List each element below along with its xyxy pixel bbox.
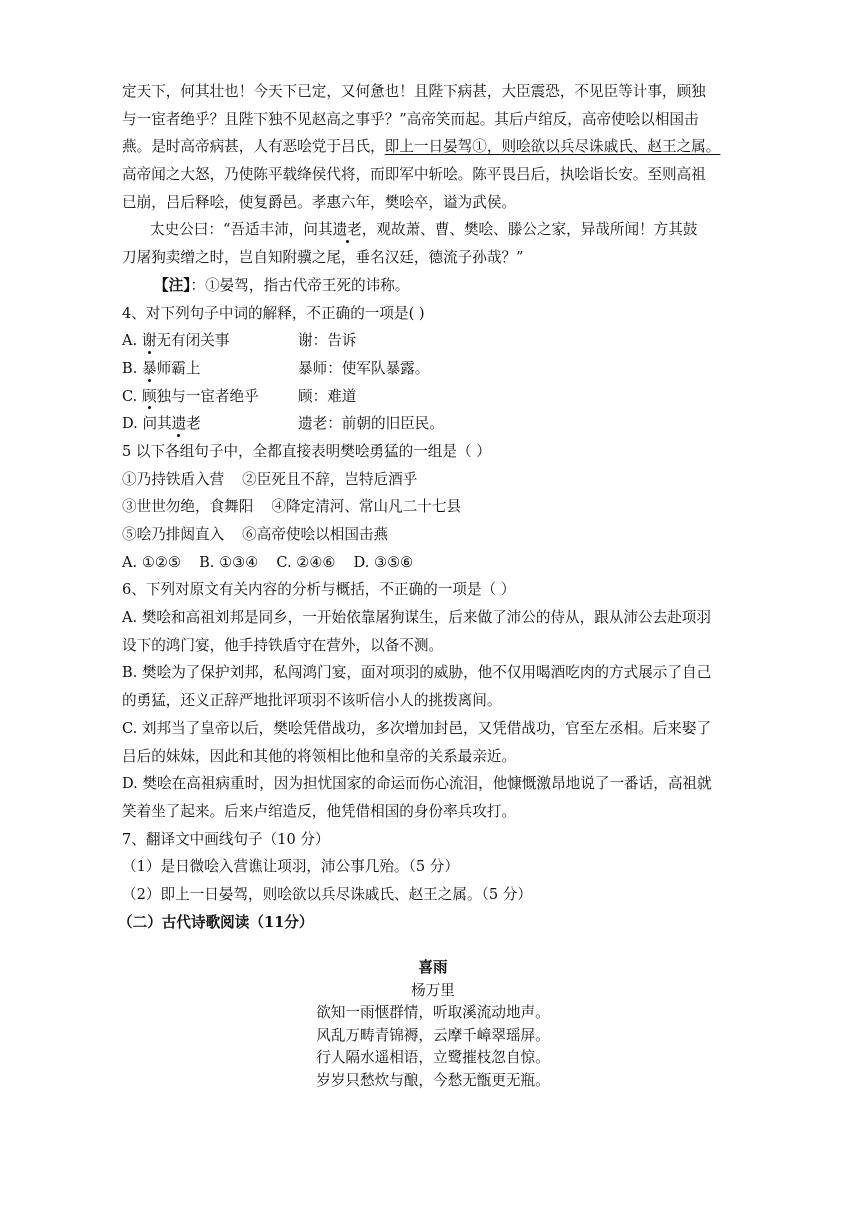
q6-option-b: B. 樊哙为了保护刘邦，私闯鸿门宴，面对项羽的威胁，他不仅用喝酒吃肉的方式展示了自己 [122,664,712,682]
passage-line: 已崩，吕后释哙，使复爵邑。孝惠六年，樊哙卒，谥为武侯。 [122,193,517,211]
passage-line: 燕。是时高帝病甚，人有恶哙党于吕氏，即上一日晏驾①，则哙欲以兵尽诛戚氏、赵王之属。 [122,138,721,156]
poem-line: 行人隔水遥相语，立鹭摧枝忽自惊。 [316,1049,550,1067]
question-4-stem: 4、对下列句子中词的解释，不正确的一项是( ) [122,304,425,322]
poem-author: 杨万里 [411,981,455,999]
q4-option: A. 谢无有闭关事 谢：告诉 [122,327,744,355]
passage-line: 刀屠狗卖缯之时，岂自知附骥之尾，垂名汉廷，德流子孙哉？” [122,249,524,267]
emphasized-word: 遗老 [333,216,362,244]
q6-option-c-cont: 吕后的妹妹，因此和其他的将领相比他和皇帝的关系最亲近。 [122,747,517,765]
poem-line: 岁岁只愁炊与酿，今愁无甑更无瓶。 [316,1071,550,1089]
footnote: 【注】：①晏驾，指古代帝王死的讳称。 [154,276,410,294]
q6-option-d: D. 樊哙在高祖病重时，因为担忧国家的命运而伤心流泪，他慷慨激昂地说了一番话，高祖就 [122,775,712,793]
passage-line: 高帝闻之大怒，乃使陈平载绛侯代将，而即军中斩哙。陈平畏吕后，执哙诣长安。至则高祖 [122,166,706,184]
q7-sentence-1: （1）是日微哙入营谯让项羽，沛公事几殆。（5 分） [122,858,459,876]
question-5-stem: 5 以下各组句子中，全都直接表明樊哙勇猛的一组是（ ） [122,442,491,460]
q4-option: B. 暴师霸上 暴师：使军队暴露。 [122,355,744,383]
q6-option-a-cont: 设下的鸿门宴，他手持铁盾守在营外，以备不测。 [122,636,444,654]
passage-line: 太史公曰：“吾适丰沛，问其遗老，观故萧、曹、樊哙、滕公之家，异哉所闻！方其鼓 [122,216,744,244]
poem-line: 风乱万畴青锦褥，云摩千嶂翠瑶屏。 [316,1026,550,1044]
passage-line: 定天下，何其壮也！今天下已定，又何惫也！且陛下病甚，大臣震恐，不见臣等计事，顾独 [122,83,706,100]
q5-row: ①乃持铁盾入营 ②臣死且不辞，岂特卮酒乎 [122,470,418,488]
q4-option: C. 顾独与一宦者绝乎 顾：难道 [122,383,744,411]
poem-line: 欲知一雨惬群情，听取溪流动地声。 [316,1004,550,1022]
question-6-stem: 6、下列对原文有关内容的分析与概括，不正确的一项是（ ） [122,581,516,599]
q6-option-d-cont: 笑着坐了起来。后来卢绾造反，他凭借相国的身份率兵攻打。 [122,802,517,820]
q6-option-a: A. 樊哙和高祖刘邦是同乡，一开始依靠屠狗谋生，后来做了沛公的侍从，跟从沛公去赴项羽 [122,609,711,627]
passage-line: 与一宦者绝乎？且陛下独不见赵高之事乎？”高帝笑而起。其后卢绾反，高帝使哙以相国击 [122,110,699,128]
q5-choices: A. ①②⑤ B. ①③④ C. ②④⑥ D. ③⑤⑥ [122,553,414,571]
q6-option-b-cont: 的勇猛，还义正辞严地批评项羽不该听信小人的挑拨离间。 [122,692,502,710]
footnote-label: 【注】 [154,276,191,294]
q4-option: D. 问其遗老 遗老：前朝的旧臣民。 [122,410,744,438]
q6-option-c: C. 刘邦当了皇帝以后，樊哙凭借战功，多次增加封邑，又凭借战功，官至左丞相。后来娶了 [122,719,712,737]
poem [122,957,744,1093]
section-heading: （二）古代诗歌阅读（11分） [118,913,314,931]
underlined-sentence: 即上一日晏驾①，则哙欲以兵尽诛戚氏、赵王之属。 [384,138,721,156]
q7-sentence-2: （2）即上一日晏驾，则哙欲以兵尽诛戚氏、赵王之属。（5 分） [122,885,532,903]
q5-row: ③世世勿绝，食舞阳 ④降定清河、常山凡二十七县 [122,498,462,516]
poem-title: 喜雨 [418,959,448,976]
passage-and-questions [118,78,744,936]
question-7-stem: 7、翻译文中画线句子（10 分） [122,830,330,848]
q5-row: ⑤哙乃排闼直入 ⑥高帝使哙以相国击燕 [122,526,389,543]
